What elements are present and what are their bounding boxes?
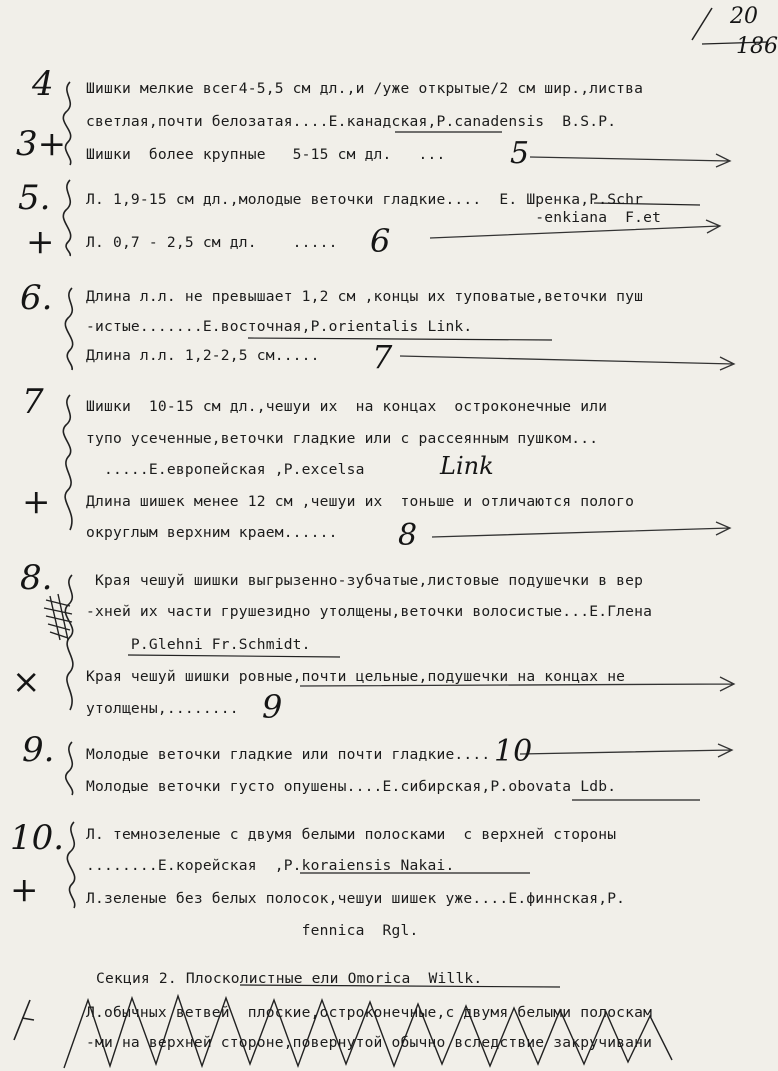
text-line: -enkiana F.et [86, 209, 662, 226]
plus-mark: × [12, 662, 41, 702]
couplet-number: 9. [22, 730, 55, 770]
plus-mark: 3+ [16, 124, 67, 164]
brace-5 [63, 180, 70, 256]
handwritten-ref: 5 [510, 136, 530, 171]
pen-slash [692, 8, 712, 40]
text-line: Шишки 10-15 см дл.,чешуи их на концах остроконечные или [86, 398, 608, 415]
text-line: Молодые веточки гладкие или почти гладкие.... [86, 746, 491, 763]
text-line: -хней их части грушезидно утолщены,веточки волосистые...Е.Глена [86, 603, 653, 620]
text-line: ........Е.корейская ,P.koraiensis Nakai. [86, 857, 455, 874]
handwritten-ref: 10 [494, 734, 533, 769]
text-line: Л. 0,7 - 2,5 см дл. ..... [86, 234, 338, 251]
handwritten-ref: 7 [372, 338, 393, 376]
page-number-bottom: 186 [736, 34, 778, 59]
couplet-number: 7 [22, 382, 44, 422]
text-line: тупо усеченные,веточки гладкие или с рассеянным пушком... [86, 430, 599, 447]
couplet-number: 6. [20, 278, 53, 318]
couplet-number: 4 [32, 64, 54, 104]
text-line: Края чешуй шишки ровные,почти цельные,подушечки на концах не [86, 668, 626, 685]
text-line: Л. темнозеленые с двумя белыми полосками с верхней стороны [86, 826, 617, 843]
section-title: Секция 2. Плосколистные ели Omorica Willk. [96, 970, 483, 987]
couplet-number: 10. [10, 818, 65, 858]
text-line: P.Glehni Fr.Schmidt. [86, 636, 311, 653]
text-line: утолщены,........ [86, 700, 239, 717]
text-line: -ми на верхней стороне,повернутой обычно вследствие закручивани [86, 1034, 653, 1051]
handwritten-ref: 9 [262, 688, 283, 726]
arrow-9 [520, 744, 732, 757]
handwritten-ref: 8 [398, 518, 418, 553]
text-line: округлым верхним краем...... [86, 524, 338, 541]
brace-7 [63, 395, 72, 530]
brace-8 [65, 575, 73, 710]
text-line: -истые.......Е.восточная,P.orientalis Link. [86, 318, 473, 335]
text-line: Шишки более крупные 5-15 см дл. ... [86, 146, 446, 163]
handwritten-authority: Link [440, 452, 494, 480]
plus-mark: + [22, 482, 51, 522]
text-line: Молодые веточки густо опушены....Е.сибирская,P.obovata Ldb. [86, 778, 617, 795]
page-number-top: 20 [730, 4, 758, 29]
underline-glehni [128, 655, 340, 657]
brace-9 [66, 742, 73, 795]
text-line: Длина л.л. 1,2-2,5 см..... [86, 347, 320, 364]
text-line: fennica Rgl. [86, 922, 419, 939]
text-line: .....Е.европейская ,P.excelsa [86, 461, 365, 478]
text-line: Л. 1,9-15 см дл.,молодые веточки гладкие.... Е. Шренка,P.Schr [86, 191, 644, 208]
underline-orientalis [248, 338, 552, 340]
text-line: Длина шишек менее 12 см ,чешуи их тоньше и отличаются полого [86, 493, 635, 510]
arrow-4 [530, 154, 730, 167]
text-line: Л.обычных ветвей плоские,остроконечные,с двумя белыми полоскам [86, 1004, 653, 1021]
arrow-7 [432, 522, 730, 537]
couplet-number: 8. [20, 558, 53, 598]
arrow-6 [400, 356, 734, 370]
text-line: Л.зеленые без белых полосок,чешуи шишек уже....Е.финнская,P. [86, 890, 626, 907]
text-line: Края чешуй шишки выгрызенно-зубчатые,листовые подушечки в вер [86, 572, 644, 589]
brace-10 [67, 822, 74, 908]
margin-mark-bottom [14, 1000, 34, 1040]
brace-6 [65, 288, 72, 370]
text-line: светлая,почти белозатая....Е.канадская,P.canadensis B.S.P. [86, 113, 617, 130]
text-line: Длина л.л. не превышает 1,2 см ,концы их туповатые,веточки пуш [86, 288, 644, 305]
couplet-number: 5. [18, 178, 51, 218]
plus-mark: + [10, 870, 39, 910]
plus-mark: + [26, 222, 55, 262]
handwritten-ref: 6 [370, 222, 391, 260]
text-line: Шишки мелкие всег4-5,5 см дл.,и /уже открытые/2 см шир.,листва [86, 80, 644, 97]
